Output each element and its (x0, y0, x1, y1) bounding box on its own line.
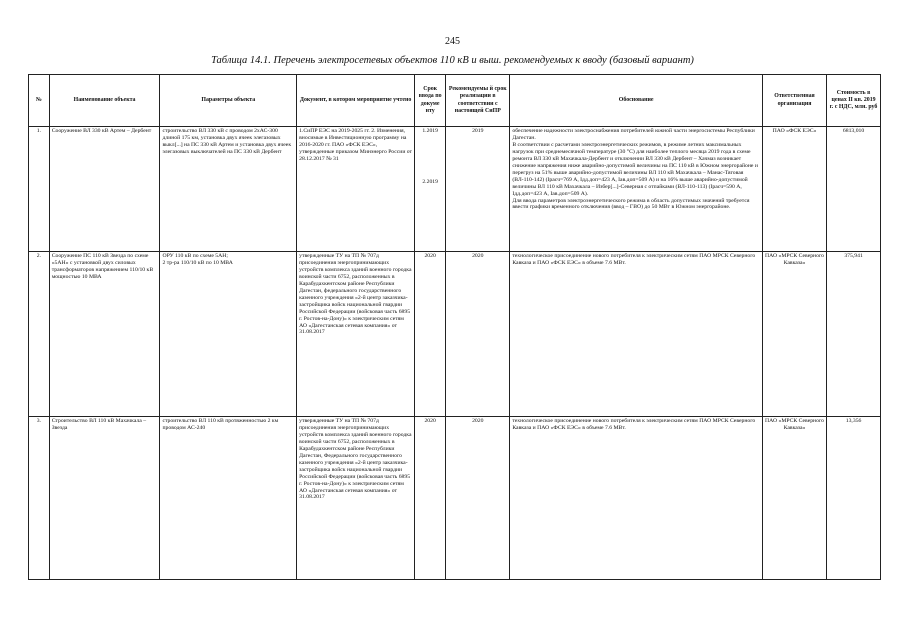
header-recommended: Рекомендуемы й срок реализации в соответствии с настоящей СиПР (446, 75, 510, 127)
table-row (29, 127, 881, 252)
row-cost: 13,356 (827, 417, 881, 580)
row-num: 1. (29, 127, 50, 252)
table-row (29, 252, 881, 417)
header-num: № (29, 75, 50, 127)
row-responsible: ПАО «МРСК Северного Кавказа» (762, 252, 826, 417)
row-justification: технологическое присоединение нового потребителя к электрическим сетям ПАО МРСК Северного Кавказа и ПАО «ФСК ЕЭС» в объеме 7.6 МВт. (510, 417, 763, 580)
row-params (160, 252, 297, 417)
row-document: утвержденные ТУ на ТП № 707д присоединения энергопринимающих устройств комплекса зданий военного городка воинской части 6752, расположенных в Карабудахкентском районе Республики Дагестан, Федерального государственного казенного учреждения «2-й центр заказчика-застройщика войск национальной гвардии Российской Федерации (войсковая часть 6895 г. Ростов-на-Дону)» к электрическим сетям АО «Дагестанская сетевая компания» от 31.08.2017 (297, 417, 415, 580)
row-params-line: 2 тр-ра 110/10 кВ по 10 МВА (162, 259, 233, 266)
row-justification: технологическое присоединение нового потребителя к электрическим сетям ПАО МРСК Северного Кавказа и ПАО «ФСК ЕЭС» в объеме 7.6 МВт. (510, 252, 763, 417)
table-row (29, 417, 881, 580)
row-responsible: ПАО «МРСК Северного Кавказа» (762, 417, 826, 580)
row-term-2: 2.2019 (422, 178, 438, 185)
row-params: строительство ВЛ 110 кВ протяженностью 2 км проводом АС-240 (160, 417, 297, 580)
row-term: 2020 (415, 417, 446, 580)
row-document: 1.СиПР ЕЭС на 2019-2025 гг. 2. Изменения, вносимые в Инвестиционную программу на 2016-2020 гг. ПАО «ФСК ЕЭС», утвержденные приказом Минэнерго России от 28.12.2017 № 31 (297, 127, 415, 252)
row-term-1: 1.2019 (422, 128, 438, 134)
row-num: 3. (29, 417, 50, 580)
row-recommended: 2019 (446, 127, 510, 252)
row-cost: 375,941 (827, 252, 881, 417)
header-params: Параметры объекта (160, 75, 297, 127)
row-name: Строительство ВЛ 110 кВ Махачкала – Звезда (49, 417, 160, 580)
page-number: 245 (445, 36, 460, 47)
header-document: Документ, в котором мероприятие учтено (297, 75, 415, 127)
row-num: 2. (29, 252, 50, 417)
row-term (415, 127, 446, 252)
row-cost: 6813,010 (827, 127, 881, 252)
row-recommended: 2020 (446, 252, 510, 417)
header-name: Наименование объекта (49, 75, 160, 127)
row-params-line: ОРУ 110 кВ по схеме 5АН; (162, 253, 228, 259)
header-term: Срок ввода по докуме нту (415, 75, 446, 127)
row-justification-line: Для ввода параметров электроэнергетического режима в область допустимых значений требуется ввести графики временного отключения (ввод – ГВО) до 50 МВт в Южном энергорайоне. (512, 197, 750, 211)
row-params: строительство ВЛ 330 кВ с проводом 2хАС-300 длиной 175 км, установка двух ячеек элегазовых выкл[...] на ПС 330 кВ Артем и установка двух ячеек элегазовых выключателей на ПС 330 кВ Дербент (160, 127, 297, 252)
row-justification-line: В соответствии с расчетами электроэнергетических режимов, в режиме летних максимальных нагрузок при среднемесячной температуре (30 °С) для наиболее теплого месяца 2019 года в схеме ремонта ВЛ 330 кВ Махачкала-Дербент и отключении ВЛ 330 кВ Дербент – Хачмаз возникает снижение напряжения ниже аварийно-допустимой величины на ПС 110 кВ в Южном энергорайоне и перегруз на 51% выше аварийно-допустимой величины ВЛ 110 кВ Махачкала – Манас-Тяговая (ВЛ-110-142) (Iрасч=769 А, Iдд.доп=423 А, Iав.доп=509 А) и на 16% выше аварийно-допустимой величины ВЛ 110 кВ Махачкала – Избер[...]-Северная с отпайками (ВЛ-110-113) (Iрасч=590 А, Iдд.доп=423 А, Iав.доп=509 А). (512, 141, 758, 197)
table-header-row (29, 75, 881, 127)
row-name: Сооружение ВЛ 330 кВ Артем – Дербент (49, 127, 160, 252)
row-document: утвержденные ТУ на ТП № 707д присоединения энергопринимающих устройств комплекса зданий военного городка воинской части 6752, расположенных в Карабудахкентском районе Республики Дагестан, федерального государственного казенного учреждения «2-й центр заказчика-застройщика войск национальной гвардии Российской Федерации (войсковая часть 6895 г. Ростов-на-Дону)» к электрическим сетям АО «Дагестанская сетевая компания» от 31.08.2017 (297, 252, 415, 417)
header-cost: Стоимость в ценах II кв. 2019 г. с НДС, млн. руб (827, 75, 881, 127)
objects-table (28, 74, 881, 580)
row-name: Сооружение ПС 110 кВ Звезда по схеме «5АН» с установкой двух силовых трансформаторов напряжением 110/10 кВ мощностью 10 МВА (49, 252, 160, 417)
row-term: 2020 (415, 252, 446, 417)
row-justification (510, 127, 763, 252)
header-responsible: Ответственная организация (762, 75, 826, 127)
row-recommended: 2020 (446, 417, 510, 580)
row-responsible: ПАО «ФСК ЕЭС» (762, 127, 826, 252)
table-caption: Таблица 14.1. Перечень электросетевых объектов 110 кВ и выш. рекомендуемых к вводу (базовый вариант) (211, 55, 694, 66)
header-justification: Обоснование (510, 75, 763, 127)
row-justification-line: обеспечение надежности электроснабжения потребителей южной части энергосистемы Республики Дагестан. (512, 128, 755, 141)
